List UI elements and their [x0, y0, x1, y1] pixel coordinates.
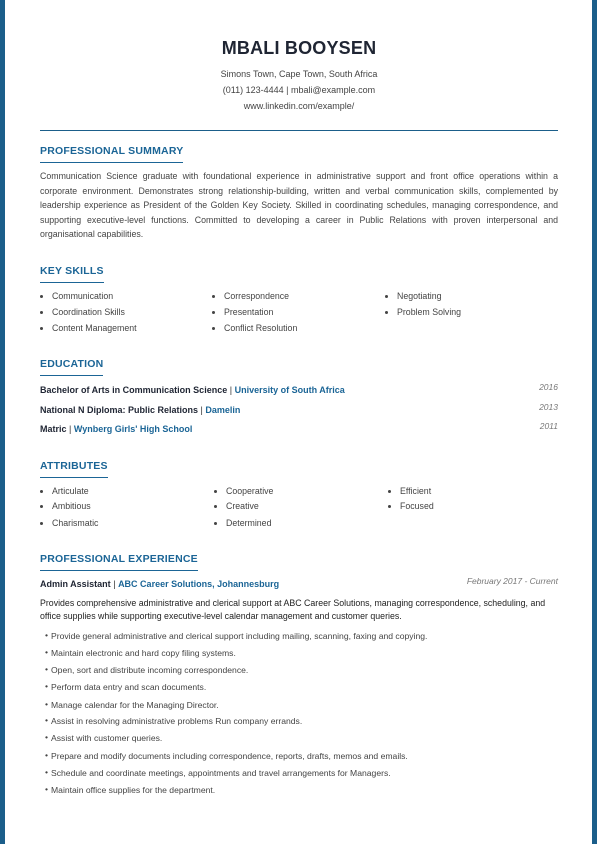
- bullet-icon: •: [45, 664, 49, 674]
- education-heading: EDUCATION: [40, 358, 103, 376]
- linkedin-link[interactable]: www.linkedin.com/example/: [243, 101, 355, 111]
- summary-heading: PROFESSIONAL SUMMARY: [40, 145, 183, 163]
- degree: National N Diploma: Public Relations: [40, 405, 199, 415]
- institution: University of South Africa: [234, 385, 345, 395]
- education-item: [40, 382, 558, 395]
- year: 2011: [539, 421, 558, 431]
- bullet-icon: [40, 522, 43, 525]
- bullet-icon: •: [45, 750, 49, 760]
- education-item: [40, 421, 558, 434]
- left-accent-bar: [0, 0, 5, 844]
- year: 2016: [539, 382, 558, 392]
- experience-heading: PROFESSIONAL EXPERIENCE: [40, 553, 198, 571]
- job-header: [40, 576, 558, 589]
- resume-page: MBALI BOOYSEN Simons Town, Cape Town, South Africa (011) 123-4444 | mbali@example.com www.linkedin.com/example/ PROFESSIONAL SUMMARY Communication Science graduate with foundational experience in administrative support and front office operations within a corporate environment. Demonstrates strong relationship-building, written and verbal communication skills, complemented by leadership experience as President of the Golden Key Society. Skilled in coordinating schedules, managing correspondence, and supporting executive-level functions. Committed to developing a career in Public Relations with proven interpersonal and organisational capabilities. KEY SKILLS Communication Coordination Skills Content Management Correspondence Presentation Conflict Resolution Negotiating Problem Solving EDUCATION Bachelor of Arts in Communication Science | University of South Africa 2016 National N Diploma: Public Relations | Damelin 2013 Matric | Wynberg Girls' High School 2011 ATTRIBUTES Articulate Ambitious Charismatic Cooperative Creative Determined Efficient Focused PROFESSIONAL EXPERIENCE Admin Assistant | ABC Career Solutions, Johannesburg February 2017 - Current Provides comprehensive administrative and clerical support at ABC Career Solutions, managing correspondence, scheduling, and office supplies while supporting executive-level calendar management and customer queries. • Provide general administrative and clerical support including mailing, scanning, faxing and copying. • Maintain electronic and hard copy filing systems. • Open, sort and distribute incoming correspondence. • Perform data entry and scan documents. • Manage calendar for the Managing Director. • Assist in resolving administrative problems Run company errands. • Assist with customer queries. • Prepare and modify documents including correspondence, reports, drafts, memos and emails. • Schedule and coordinate meetings, appointments and travel arrangements for Managers. • Maintain office supplies for the department.: [0, 0, 597, 844]
- bullet-icon: •: [45, 630, 49, 640]
- job-dates: February 2017 - Current: [466, 576, 558, 586]
- bullet-icon: [40, 327, 43, 330]
- education-item: [40, 402, 558, 415]
- bullet-icon: •: [45, 681, 49, 691]
- company: ABC Career Solutions, Johannesburg: [118, 579, 280, 589]
- bullet-icon: •: [45, 699, 49, 709]
- candidate-name: MBALI BOOYSEN: [221, 38, 377, 58]
- bullet-icon: •: [45, 784, 49, 794]
- summary-text: Communication Science graduate with foundational experience in administrative support and front office operations within a corporate environment. Demonstrates strong relationship-building, written and verbal communication skills, complemented by leadership experience as President of the Golden Key Society. Skilled in coordinating schedules, managing correspondence, and supporting executive-level functions. Committed to developing a career in Public Relations with proven interpersonal and organisational capabilities.: [40, 171, 558, 240]
- bullet-icon: [214, 490, 217, 493]
- separator: |: [69, 424, 72, 434]
- bullet-icon: [385, 311, 388, 314]
- bullet-icon: [40, 311, 43, 314]
- bullet-icon: •: [45, 647, 49, 657]
- job-title: Admin Assistant: [40, 579, 111, 589]
- bullet-icon: •: [45, 732, 49, 742]
- bullet-icon: [40, 295, 43, 298]
- bullet-icon: [212, 327, 215, 330]
- bullet-icon: [388, 505, 391, 508]
- bullet-icon: [214, 505, 217, 508]
- bullet-icon: [214, 522, 217, 525]
- attributes-heading: ATTRIBUTES: [40, 460, 108, 478]
- location: Simons Town, Cape Town, South Africa: [220, 69, 378, 79]
- right-accent-bar: [592, 0, 597, 844]
- header-divider: [40, 130, 558, 131]
- bullet-icon: [40, 490, 43, 493]
- bullet-icon: [388, 490, 391, 493]
- bullet-icon: •: [45, 767, 49, 777]
- bullet-icon: •: [45, 715, 49, 725]
- bullet-icon: [385, 295, 388, 298]
- degree: Bachelor of Arts in Communication Science: [40, 385, 228, 395]
- year: 2013: [539, 402, 558, 412]
- phone-email: (011) 123-4444 | mbali@example.com: [222, 85, 376, 95]
- separator: |: [229, 385, 233, 395]
- institution: Damelin: [205, 405, 241, 415]
- bullet-icon: [40, 505, 43, 508]
- job-description: Provides comprehensive administrative and clerical support at ABC Career Solutions, managing correspondence, scheduling, and office supplies while supporting executive-level calendar management and customer queries.: [40, 598, 546, 621]
- degree: Matric: [40, 424, 67, 434]
- bullet-icon: [212, 311, 215, 314]
- skills-heading: KEY SKILLS: [40, 265, 104, 283]
- separator: |: [113, 579, 116, 589]
- bullet-icon: [212, 295, 215, 298]
- institution: Wynberg Girls' High School: [73, 424, 193, 434]
- separator: |: [200, 405, 203, 415]
